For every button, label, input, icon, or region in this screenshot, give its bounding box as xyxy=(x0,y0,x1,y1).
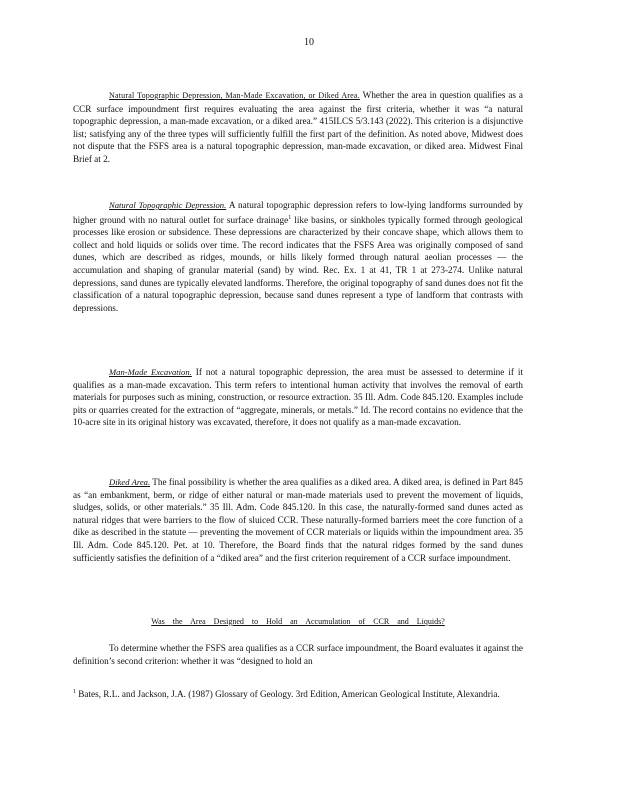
section-heading: Natural Topographic Depression. xyxy=(109,200,227,210)
section-heading: Diked Area. xyxy=(109,477,151,487)
section-heading: Man-Made Excavation. xyxy=(109,367,192,377)
section-natural-depression-excavation-diked xyxy=(73,89,523,166)
section-body: If not a natural topographic depression, the area must be assessed to determine if it qualifies as a man-made excavation. This term refers to intentional human activity that involves the removal of earth materials for purposes such as mining, construction, or resource extraction. 35 Ill. Adm. Code 845.120. Examples include pits or quarries created for the extraction of “aggregate, minerals, or metals.” Id. The record contains no evidence that the 10-acre site in its original history was excavated, therefore, it does not qualify as a man-made excavation. xyxy=(73,367,524,428)
section-body: A natural topographic depression refers to low-lying landforms surrounded by higher ground with no natural outlet for surface drainage xyxy=(73,200,523,225)
footnote-marker: 1 xyxy=(73,689,76,695)
footnote-text: Bates, R.L. and Jackson, J.A. (1987) Glossary of Geology. 3rd Edition, American Geological Institute, Alexandria. xyxy=(78,689,500,700)
section-man-made-excavation xyxy=(73,366,523,429)
section-body-continued: like basins, or sinkholes typically formed through geological processes like erosion or subsidence. These depressions are characterized by their concave shape, which allows them to collect and hold liquids or solids over time. The record indicates that the FSFS Area was originally composed of sand dunes, which are described as ridges, mounds, or hills likely formed through natural aeolian processes — the accumulation and shaping of granular material (sand) by wind. Rec. Ex. 1 at 41, TR 1 at 273-274. Unlike natural depressions, sand dunes are typically elevated landforms. Therefore, the original topography of sand dunes does not fit the classification of a natural topographic depression, because sand dunes represent a type of landform that contrasts with depressions. xyxy=(73,214,523,313)
closing-paragraph xyxy=(73,642,523,667)
section-heading: Natural Topographic Depression, Man-Made Excavation, or Diked Area. xyxy=(109,91,360,100)
section-body: The final possibility is whether the area qualifies as a diked area. A diked area, is defined in Part 845 as “an embankment, berm, or ridge of either natural or man-made materials used to prevent the movement of liquids, sludges, solids, or other materials.” 35 Ill. Adm. Code 845.120. In this case, the naturally-formed sand dunes acted as natural ridges that were barriers to the flow of sluiced CCR. These naturally-formed barriers meet the core function of a dike as described in the statute — preventing the movement of CCR materials or liquids within the impoundment area. 35 Ill. Adm. Code 845.120. Pet. at 10. Therefore, the Board finds that the natural ridges formed by the sand dunes sufficiently satisfies the definition of a “diked area” and the first criterion requirement of a CCR surface impoundment. xyxy=(73,477,523,563)
section-natural-topographic-depression xyxy=(73,199,523,314)
page-number: 10 xyxy=(304,37,314,48)
subheading: Was the Area Designed to Hold an Accumulation of CCR and Liquids? xyxy=(151,617,445,626)
closing-text: To determine whether the FSFS area qualifies as a CCR surface impoundment, the Board evaluates it against the definition’s second criterion: whether it was “designed to hold an xyxy=(73,643,523,666)
section-body: Whether the area in question qualifies as a CCR surface impoundment first requires evaluating the area against the first criteria, whether it was “a natural topographic depression, a man-made excavation, or a diked area.” 415ILCS 5/3.143 (2022). This criterion is a disjunctive list; satisfying any of the three types will sufficiently fulfill the first part of the definition. As noted above, Midwest does not dispute that the FSFS area is a natural topographic depression, man-made excavation, or diked area. Midwest Final Brief at 2. xyxy=(73,90,523,164)
footnote xyxy=(73,686,523,701)
section-diked-area xyxy=(73,476,523,564)
footnote-ref: 1 xyxy=(288,214,292,221)
